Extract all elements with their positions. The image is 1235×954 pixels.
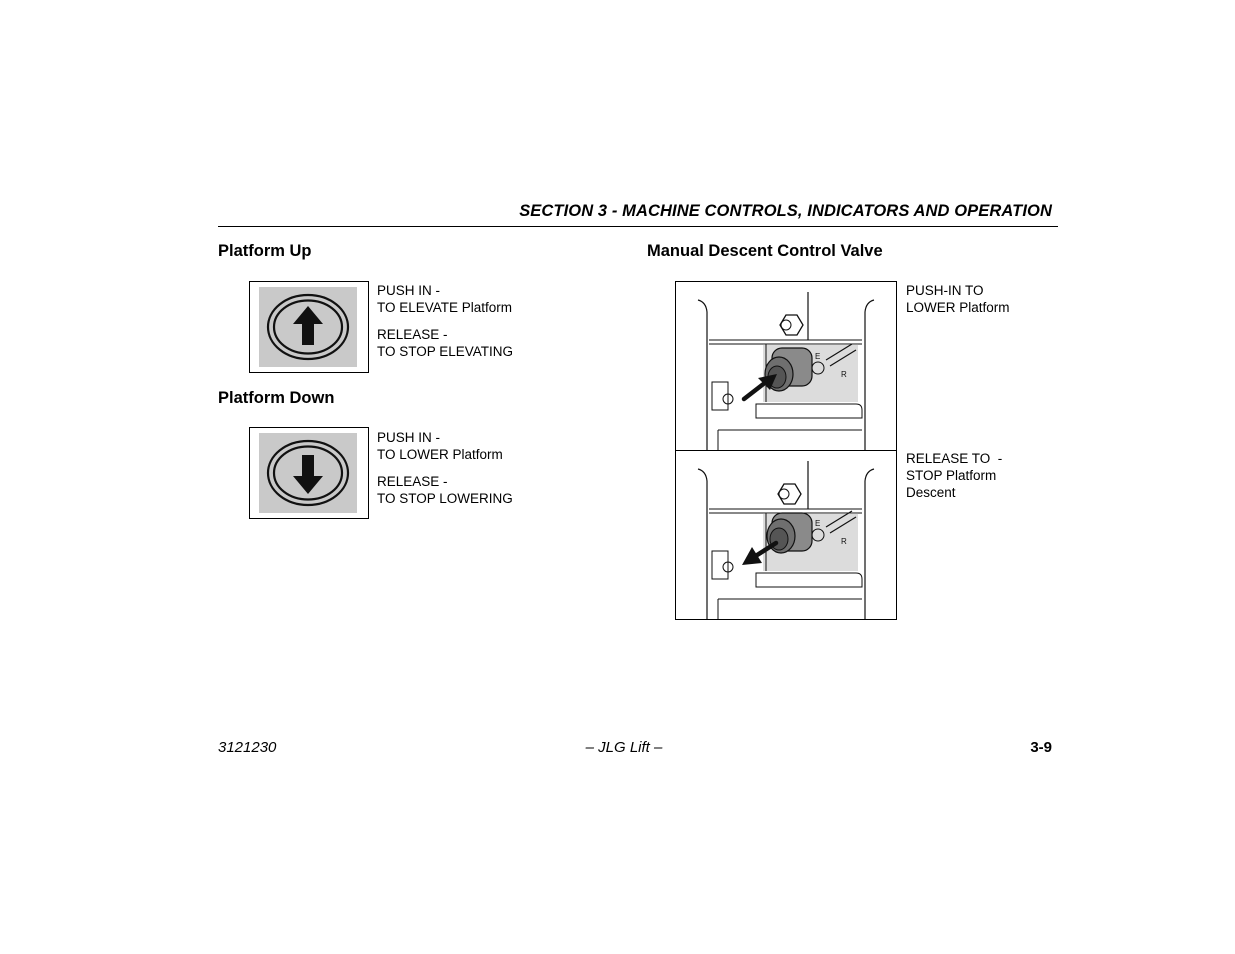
footer-doc-number: 3121230: [218, 739, 277, 756]
svg-text:E: E: [815, 352, 821, 361]
section-title: SECTION 3 - MACHINE CONTROLS, INDICATORS AND OPERATION: [519, 202, 1052, 220]
manual-descent-release-line1: RELEASE TO -: [906, 451, 1003, 466]
manual-descent-release-line2: STOP Platform: [906, 468, 997, 483]
manual-descent-valve-illustration: [675, 281, 897, 620]
platform-up-push-line2: TO ELEVATE Platform: [377, 300, 513, 315]
header-rule: [218, 226, 1058, 227]
svg-text:E: E: [815, 519, 821, 528]
platform-up-button-face: [259, 287, 357, 367]
valve-release-diagram: [676, 451, 896, 619]
platform-down-push-line2: TO LOWER Platform: [377, 447, 503, 462]
manual-descent-release-line3: Descent: [906, 485, 956, 500]
manual-descent-push-line1: PUSH-IN TO: [906, 283, 984, 298]
platform-down-button-illustration: [249, 427, 369, 519]
platform-up-release-line2: TO STOP ELEVATING: [377, 344, 514, 359]
platform-up-button-illustration: [249, 281, 369, 373]
platform-down-release-line2: TO STOP LOWERING: [377, 491, 513, 506]
valve-push-in-diagram: [676, 282, 896, 450]
platform-down-button-face: [259, 433, 357, 513]
platform-up-instructions: [377, 282, 513, 360]
manual-descent-push-instructions: [906, 282, 1010, 316]
svg-text:R: R: [841, 370, 847, 379]
svg-text:R: R: [841, 537, 847, 546]
manual-descent-push-line2: LOWER Platform: [906, 300, 1010, 315]
footer-page-number: 3-9: [1030, 739, 1052, 756]
footer-title: – JLG Lift –: [585, 739, 663, 756]
manual-descent-release-instructions: [906, 450, 1002, 501]
platform-down-release-line1: RELEASE -: [377, 474, 448, 489]
platform-down-push-line1: PUSH IN -: [377, 430, 441, 445]
platform-down-heading: Platform Down: [218, 389, 335, 407]
platform-up-heading: Platform Up: [218, 242, 312, 260]
up-arrow-icon: [259, 287, 357, 367]
down-arrow-icon: [259, 433, 357, 513]
manual-descent-heading: Manual Descent Control Valve: [647, 242, 883, 260]
platform-down-instructions: [377, 429, 513, 507]
platform-up-push-line1: PUSH IN -: [377, 283, 441, 298]
platform-up-release-line1: RELEASE -: [377, 327, 448, 342]
